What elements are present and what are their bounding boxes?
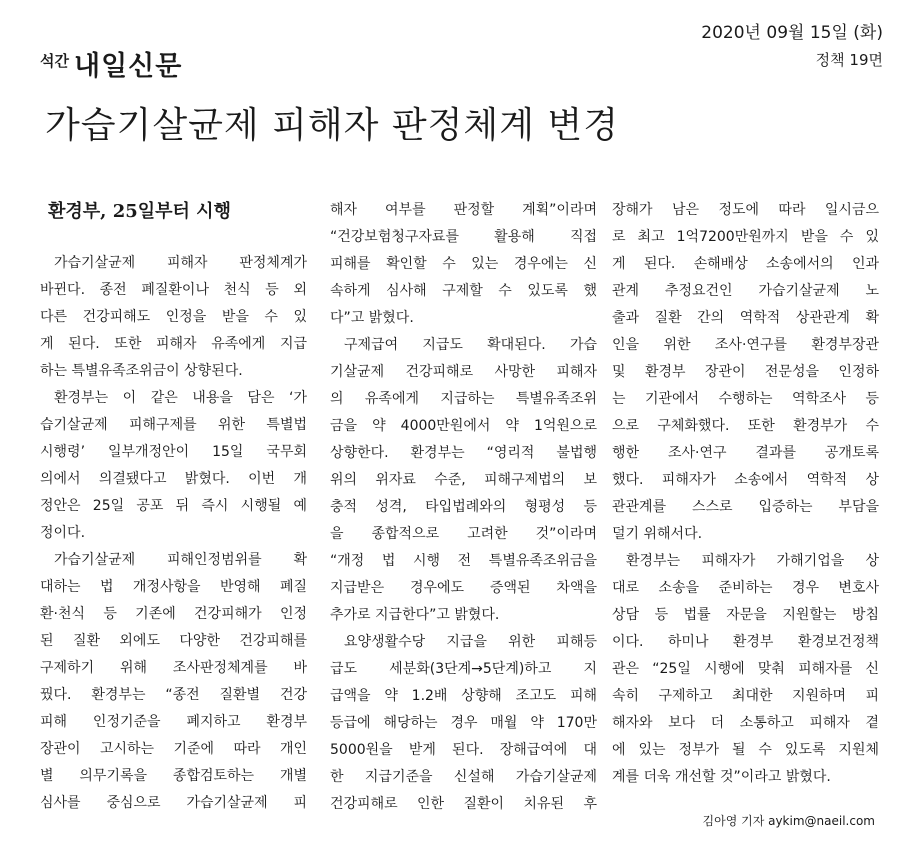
text-line: 건강피해로 인한 질환이 치유된 후: [330, 796, 597, 812]
article-column-3: [612, 197, 879, 791]
text-line: 속히 구제하고 최대한 지원하며 피: [612, 688, 879, 704]
text-line: “개정 법 시행 전 특별유족조위금을: [330, 553, 597, 569]
text-line: 추가로 지급한다”고 밝혔다.: [330, 607, 500, 623]
text-line: 게 된다. 손해배상 소송에서의 인과: [612, 256, 879, 272]
text-line: 관계 추정요건인 가습기살균제 노: [612, 283, 879, 299]
text-line: 한 지급기준을 신설해 가습기살균제: [330, 769, 597, 785]
text-line: 에 있는 정부가 될 수 있도록 지원체: [612, 742, 879, 758]
column-text: [40, 250, 307, 817]
newspaper-name: 내일신문: [73, 51, 183, 82]
text-line: 심사를 중심으로 가습기살균제 피: [40, 795, 307, 811]
text-line: 바뀐다. 종전 폐질환이나 천식 등 외: [40, 282, 307, 298]
publication-date: 2020년 09월 15일 (화): [701, 23, 883, 43]
masthead-edition: 석간: [40, 52, 69, 70]
column-text: [330, 197, 597, 818]
text-line: 게 된다. 또한 피해자 유족에게 지급: [40, 336, 307, 352]
text-line: 해자와 보다 더 소통하고 피해자 곁: [612, 715, 879, 731]
text-line: 5000원을 받게 된다. 장해급여에 대: [330, 742, 597, 758]
text-line: 가습기살균제 피해자 판정체계가: [54, 255, 307, 271]
text-line: 급액을 약 1.2배 상향해 조고도 피해: [330, 688, 597, 704]
text-line: 위의 위자료 수준, 피해구제법의 보: [330, 472, 597, 488]
text-line: 정안은 25일 공포 뒤 즉시 시행될 예: [40, 498, 307, 514]
text-line: 이다. 하미나 환경부 환경보건정책: [612, 634, 879, 650]
text-line: 관관계를 스스로 입증하는 부담을: [612, 499, 879, 515]
text-line: 환경부는 이 같은 내용을 담은 ‘가: [54, 390, 307, 406]
text-line: 별 의무기록을 종합검토하는 개별: [40, 768, 307, 784]
text-line: 상향한다. 환경부는 “영리적 불법행: [330, 445, 597, 461]
text-line: 출과 질환 간의 역학적 상관관계 확: [612, 310, 879, 326]
text-line: 해자 여부를 판정할 계획”이라며: [330, 202, 597, 218]
text-line: 관은 “25일 시행에 맞춰 피해자를 신: [612, 661, 879, 677]
text-line: 환·천식 등 기존에 건강피해가 인정: [40, 606, 307, 622]
text-line: 지급받은 경우에도 증액된 차액을: [330, 580, 597, 596]
text-line: “건강보험청구자료를 활용해 직접: [330, 229, 597, 245]
text-line: 행한 조사·연구 결과를 공개토록: [612, 445, 879, 461]
text-line: 을 종합적으로 고려한 것”이라며: [330, 526, 597, 542]
text-line: 덜기 위해서다.: [612, 526, 703, 542]
text-line: 등급에 해당하는 경우 매월 약 170만: [330, 715, 597, 731]
text-line: 피해 인정기준을 폐지하고 환경부: [40, 714, 307, 730]
column-text: [612, 197, 879, 791]
headline: 가습기살균제 피해자 판정체계 변경: [45, 105, 619, 146]
text-line: 급도 세분화(3단계→5단계)하고 지: [330, 661, 597, 677]
text-line: 다”고 밝혔다.: [330, 310, 414, 326]
text-line: 및 환경부 장관이 전문성을 인정하: [612, 364, 879, 380]
text-line: 된 질환 외에도 다양한 건강피해를: [40, 633, 307, 649]
text-line: 계를 더욱 개선할 것”이라고 밝혔다.: [612, 769, 831, 785]
text-line: 구제하기 위해 조사판정체계를 바: [40, 660, 307, 676]
text-line: 대로 소송을 준비하는 경우 변호사: [612, 580, 879, 596]
text-line: 의에서 의결됐다고 밝혔다. 이번 개: [40, 471, 307, 487]
text-line: 충적 성격, 타입법례와의 형평성 등: [330, 499, 597, 515]
text-line: 했다. 피해자가 소송에서 역학적 상: [612, 472, 879, 488]
text-line: 요양생활수당 지급을 위한 피해등: [344, 634, 597, 650]
text-line: 다른 건강피해도 인정을 받을 수 있: [40, 309, 307, 325]
reporter-byline: 김아영 기자 aykim@naeil.com: [702, 814, 875, 828]
text-line: 속하게 심사해 구제할 수 있도록 했: [330, 283, 597, 299]
text-line: 금을 약 4000만원에서 약 1억원으로: [330, 418, 597, 434]
text-line: 상담 등 법률 자문을 지원할는 방침: [612, 607, 879, 623]
text-line: 피해를 확인할 수 있는 경우에는 신: [330, 256, 597, 272]
article-column-1: [40, 197, 307, 817]
text-line: 습기살균제 피해구제를 위한 특별법: [40, 417, 307, 433]
text-line: 으로 구체화했다. 또한 환경부가 수: [612, 418, 879, 434]
text-line: 로 최고 1억7200만원까지 받을 수 있: [612, 229, 879, 245]
article-column-2: [330, 197, 597, 818]
text-line: 의 유족에게 지급하는 특별유족조위: [330, 391, 597, 407]
subheadline: 환경부, 25일부터 시행: [48, 201, 231, 222]
text-line: 장해가 남은 정도에 따라 일시금으: [612, 202, 879, 218]
section-page: 정책 19면: [815, 51, 883, 69]
text-line: 환경부는 피해자가 가해기업을 상: [626, 553, 879, 569]
text-line: 구제급여 지급도 확대된다. 가습: [344, 337, 597, 353]
text-line: 정이다.: [40, 525, 86, 541]
text-line: 는 기관에서 수행하는 역학조사 등: [612, 391, 879, 407]
text-line: 시행령’ 일부개정안이 15일 국무회: [40, 444, 307, 460]
text-line: 인을 위한 조사·연구를 환경부장관: [612, 337, 879, 353]
text-line: 기살균제 건강피해로 사망한 피해자: [330, 364, 597, 380]
text-line: 하는 특별유족조위금이 상향된다.: [40, 363, 243, 379]
text-line: 장관이 고시하는 기준에 따라 개인: [40, 741, 307, 757]
masthead: [40, 44, 182, 83]
dateline: [701, 20, 883, 74]
text-line: 대하는 법 개정사항을 반영해 폐질: [40, 579, 307, 595]
text-line: 가습기살균제 피해인정범위를 확: [54, 552, 307, 568]
text-line: 꿨다. 환경부는 “종전 질환별 건강: [40, 687, 307, 703]
